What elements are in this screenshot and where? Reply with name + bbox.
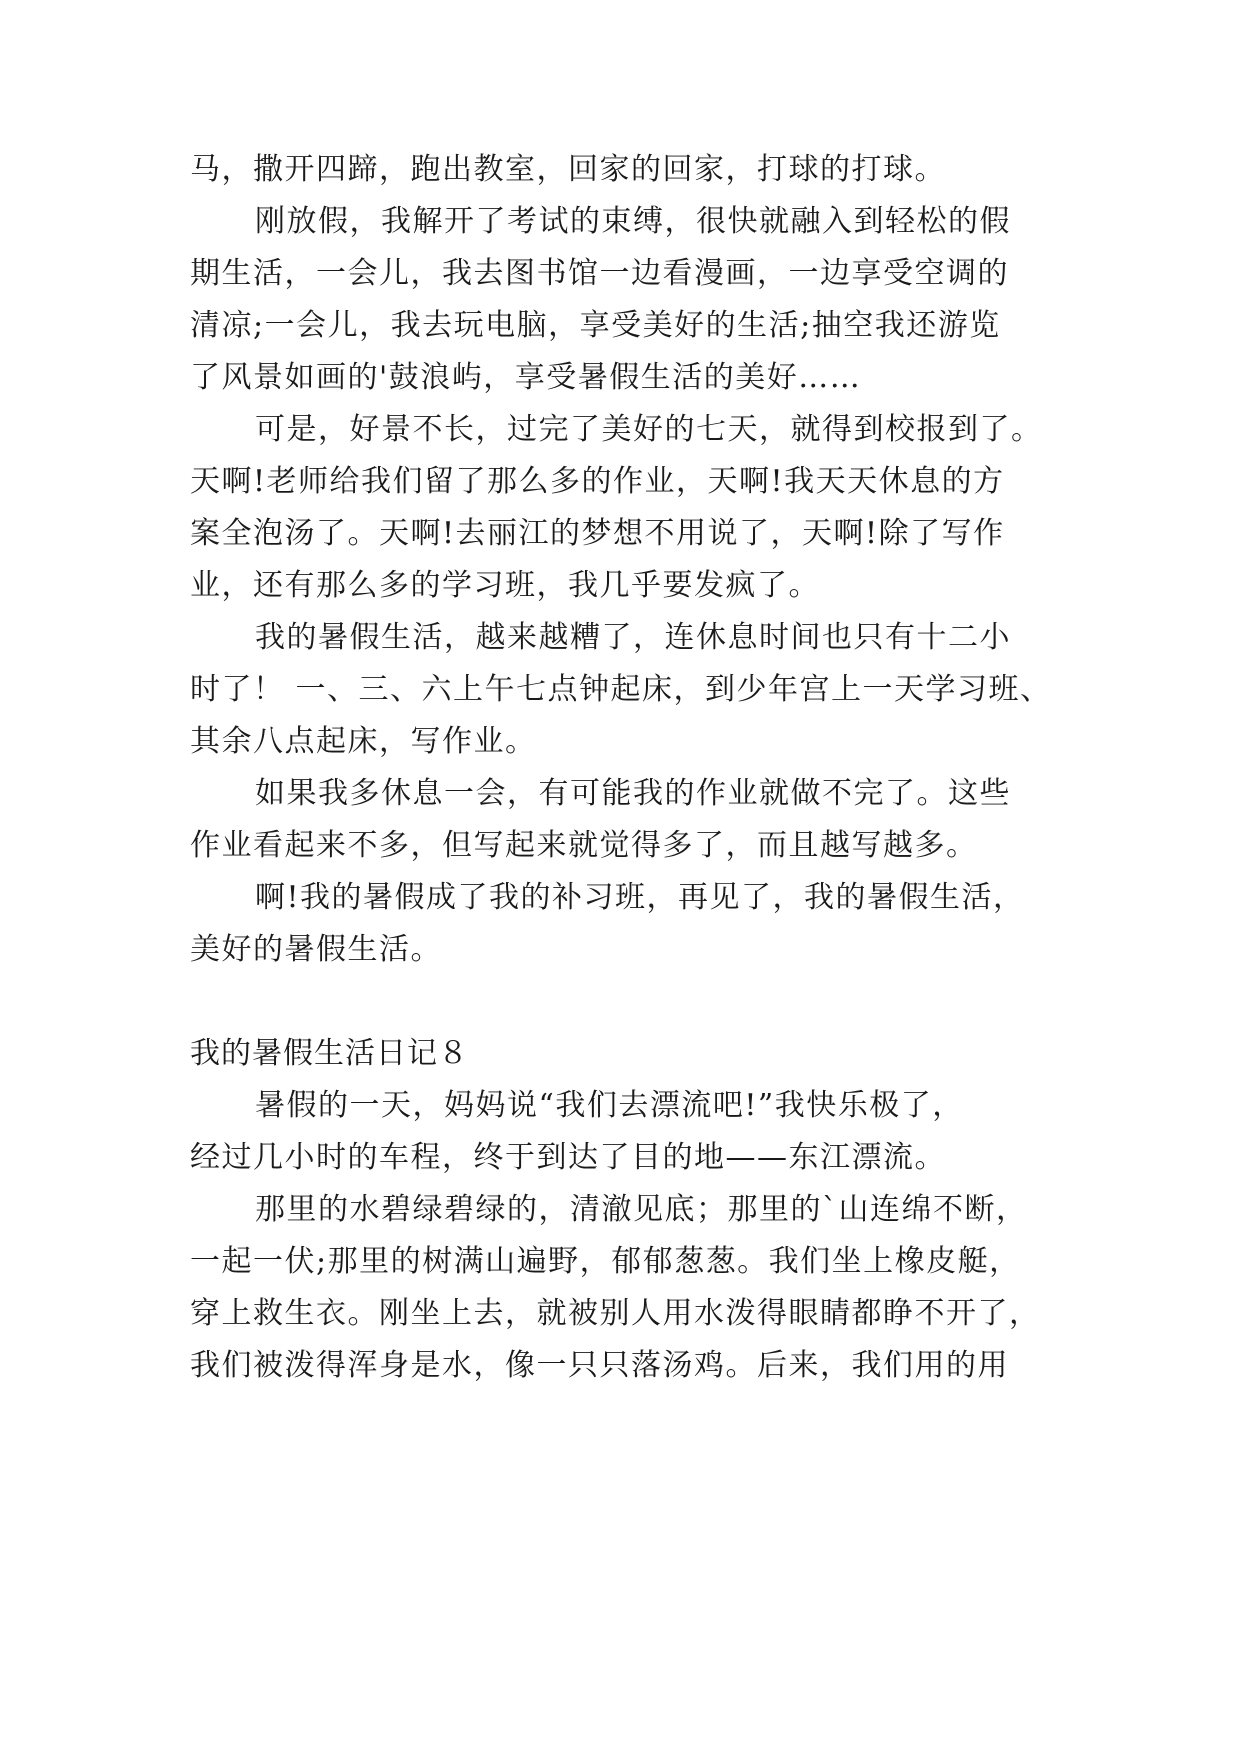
paragraph-line: 作业看起来不多，但写起来就觉得多了，而且越写越多。 <box>190 828 978 863</box>
paragraph-line: 啊!我的暑假成了我的补习班，再见了，我的暑假生活， <box>255 880 1025 915</box>
paragraph-line: 了风景如画的'鼓浪屿，享受暑假生活的美好…… <box>190 360 862 395</box>
paragraph-line: 可是，好景不长，过完了美好的七天，就得到校报到了。 <box>255 412 1043 447</box>
paragraph-line: 期生活，一会儿，我去图书馆一边看漫画，一边享受空调的 <box>190 256 1009 291</box>
paragraph-line: 时了！ 一、三、六上午七点钟起床，到少年宫上一天学习班、 <box>190 672 1052 707</box>
paragraph-line: 经过几小时的车程，终于到达了目的地——东江漂流。 <box>190 1140 946 1175</box>
paragraph-line: 其余八点起床，写作业。 <box>190 724 537 759</box>
section-title: 我的暑假生活日记８ <box>190 1036 469 1071</box>
paragraph-line: 业，还有那么多的学习班，我几乎要发疯了。 <box>190 568 820 603</box>
paragraph-line: 天啊!老师给我们留了那么多的作业，天啊!我天天休息的方 <box>190 464 1005 499</box>
paragraph-line: 如果我多休息一会，有可能我的作业就做不完了。这些 <box>255 776 1011 811</box>
paragraph-line: 一起一伏;那里的树满山遍野，郁郁葱葱。我们坐上橡皮艇， <box>190 1244 1021 1279</box>
paragraph-line: 刚放假，我解开了考试的束缚，很快就融入到轻松的假 <box>255 204 1011 239</box>
paragraph-line: 我的暑假生活，越来越糟了，连休息时间也只有十二小 <box>255 620 1011 655</box>
paragraph-line: 暑假的一天，妈妈说“我们去漂流吧!”我快乐极了， <box>255 1088 964 1123</box>
paragraph-line: 穿上救生衣。刚坐上去，就被别人用水泼得眼睛都睁不开了， <box>190 1296 1041 1331</box>
paragraph-line: 马，撒开四蹄，跑出教室，回家的回家，打球的打球。 <box>190 152 946 187</box>
paragraph-line: 案全泡汤了。天啊!去丽江的梦想不用说了，天啊!除了写作 <box>190 516 1005 551</box>
paragraph-line: 那里的水碧绿碧绿的，清澈见底；那里的`山连绵不断， <box>255 1192 1028 1227</box>
paragraph-line: 我们被泼得浑身是水，像一只只落汤鸡。后来，我们用的用 <box>190 1348 1009 1383</box>
paragraph-line: 美好的暑假生活。 <box>190 932 442 967</box>
paragraph-line: 清凉;一会儿，我去玩电脑，享受美好的生活;抽空我还游览 <box>190 308 1001 343</box>
